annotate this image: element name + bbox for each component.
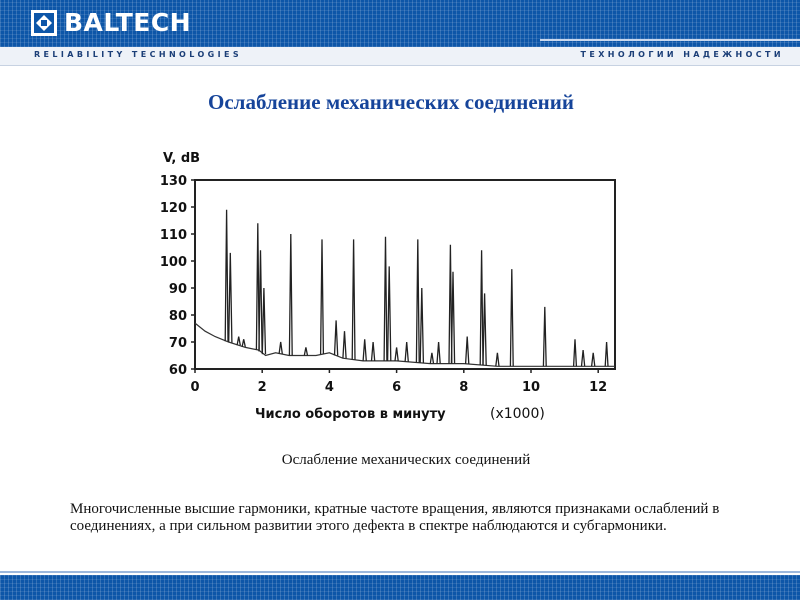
- tagline-bar: [0, 47, 800, 66]
- spectrum-chart: [140, 140, 630, 430]
- y-tick-label: 100: [159, 255, 187, 270]
- y-tick-label: 120: [159, 201, 187, 216]
- y-tick-label: 110: [159, 228, 187, 243]
- brand-name: BALTECH: [64, 8, 192, 37]
- x-tick-label: 2: [257, 380, 267, 395]
- x-axis-unit: (x1000): [490, 406, 545, 422]
- y-tick-label: 60: [168, 363, 187, 378]
- y-tick-label: 90: [168, 282, 187, 297]
- y-tick-label: 130: [159, 174, 187, 189]
- x-tick-label: 6: [392, 380, 402, 395]
- x-tick-label: 12: [589, 380, 608, 395]
- y-tick-label: 70: [168, 336, 187, 351]
- figure-caption: Ослабление механических соединений: [281, 452, 531, 468]
- tagline-en: RELIABILITY TECHNOLOGIES: [34, 50, 243, 59]
- slide-title: Ослабление механических соединений: [208, 90, 574, 114]
- x-tick-label: 0: [190, 380, 200, 395]
- tagline-ru: ТЕХНОЛОГИИ НАДЕЖНОСТИ: [580, 50, 784, 59]
- header-divider: [540, 39, 800, 41]
- y-axis-label: V, dB: [163, 151, 201, 166]
- baltech-logo-icon: [30, 9, 58, 37]
- slide-description: Многочисленные высшие гармоники, кратные частоте вращения, являются признаками ослаблений в соединениях, а при сильном развитии этого дефекта в спектре наблюдаются и субгармоники.: [70, 501, 720, 534]
- footer-divider: [0, 571, 800, 573]
- x-tick-label: 4: [324, 380, 334, 395]
- x-tick-label: 8: [459, 380, 469, 395]
- x-tick-label: 10: [521, 380, 541, 395]
- y-tick-label: 80: [168, 309, 187, 324]
- footer-banner: [0, 575, 800, 600]
- x-axis-label: Число оборотов в минуту: [255, 407, 446, 422]
- brand-logo: [30, 8, 191, 38]
